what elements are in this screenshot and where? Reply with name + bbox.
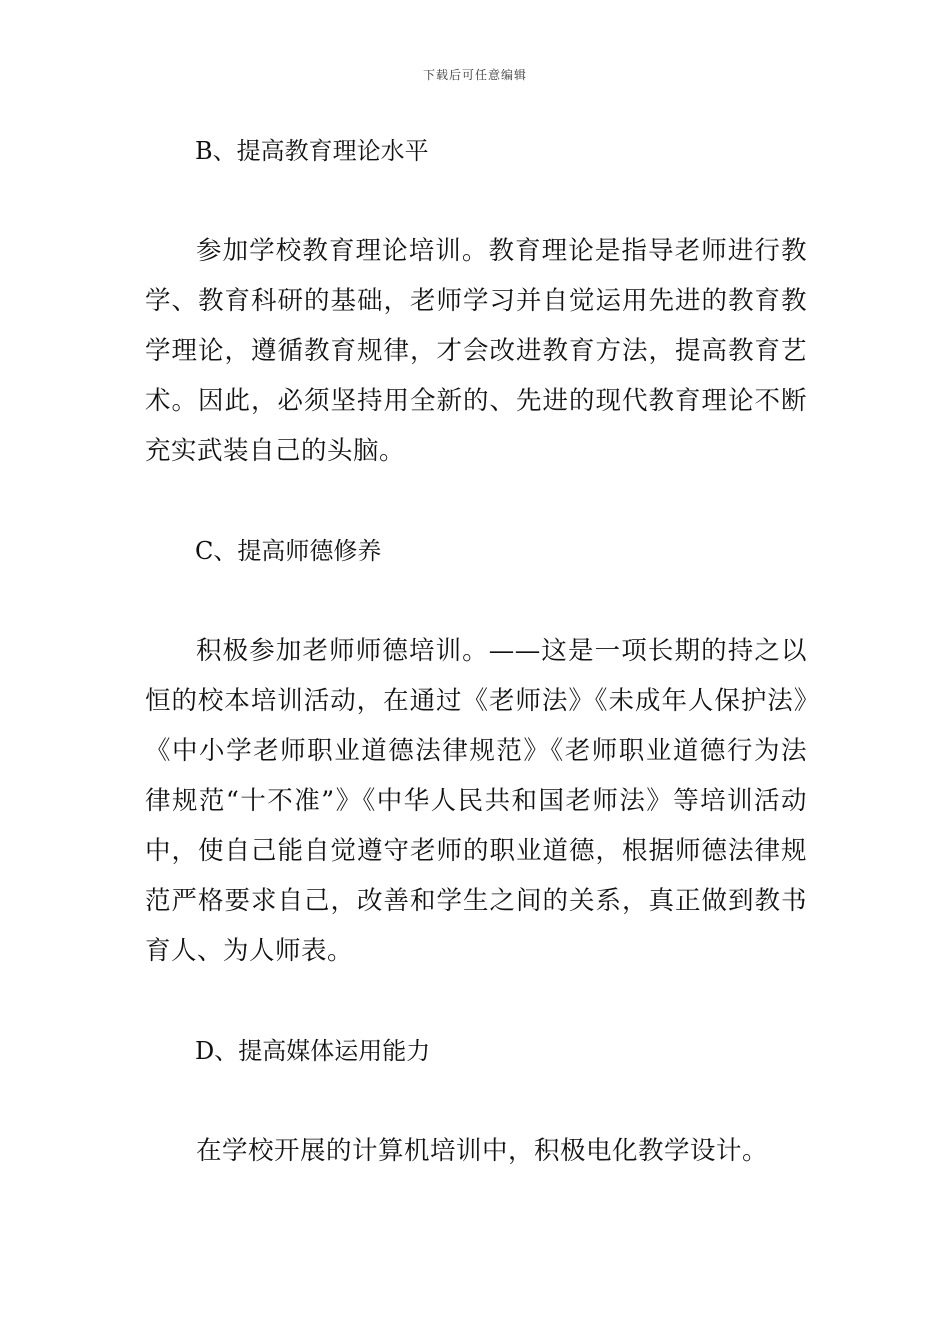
page-header: 下载后可任意编辑 <box>422 68 527 82</box>
section-paragraph-d: 在学校开展的计算机培训中，积极电化教学设计。 <box>196 1136 769 1166</box>
document-body <box>145 126 807 1176</box>
section-paragraph-b: 参加学校教育理论培训。教育理论是指导老师进行教学、教育科研的基础，老师学习并自觉运用先进的教育教学理论，遵循教育规律，才会改进教育方法，提高教育艺术。因此，必须坚持用全新的、先进的现代教育理论不断充实武装自己的头脑。 <box>145 236 807 466</box>
spacer <box>145 1076 807 1126</box>
section-heading-d: D、提高媒体运用能力 <box>195 1037 431 1065</box>
section-heading-c: C、提高师德修养 <box>195 537 382 565</box>
section-paragraph-c: 积极参加老师师德培训。——这是一项长期的持之以恒的校本培训活动，在通过《老师法》《未成年人保护法》《中小学老师职业道德法律规范》《老师职业道德行为法律规范“十不准”》《中华人民共和国老师法》等培训活动中，使自己能自觉遵守老师的职业道德，根据师德法律规范严格要求自己，改善和学生之间的关系，真正做到教书育人、为人师表。 <box>145 636 807 966</box>
spacer <box>145 176 807 226</box>
spacer <box>145 976 807 1026</box>
spacer <box>145 476 807 526</box>
spacer <box>145 576 807 626</box>
section-heading-b: B、提高教育理论水平 <box>195 137 429 165</box>
